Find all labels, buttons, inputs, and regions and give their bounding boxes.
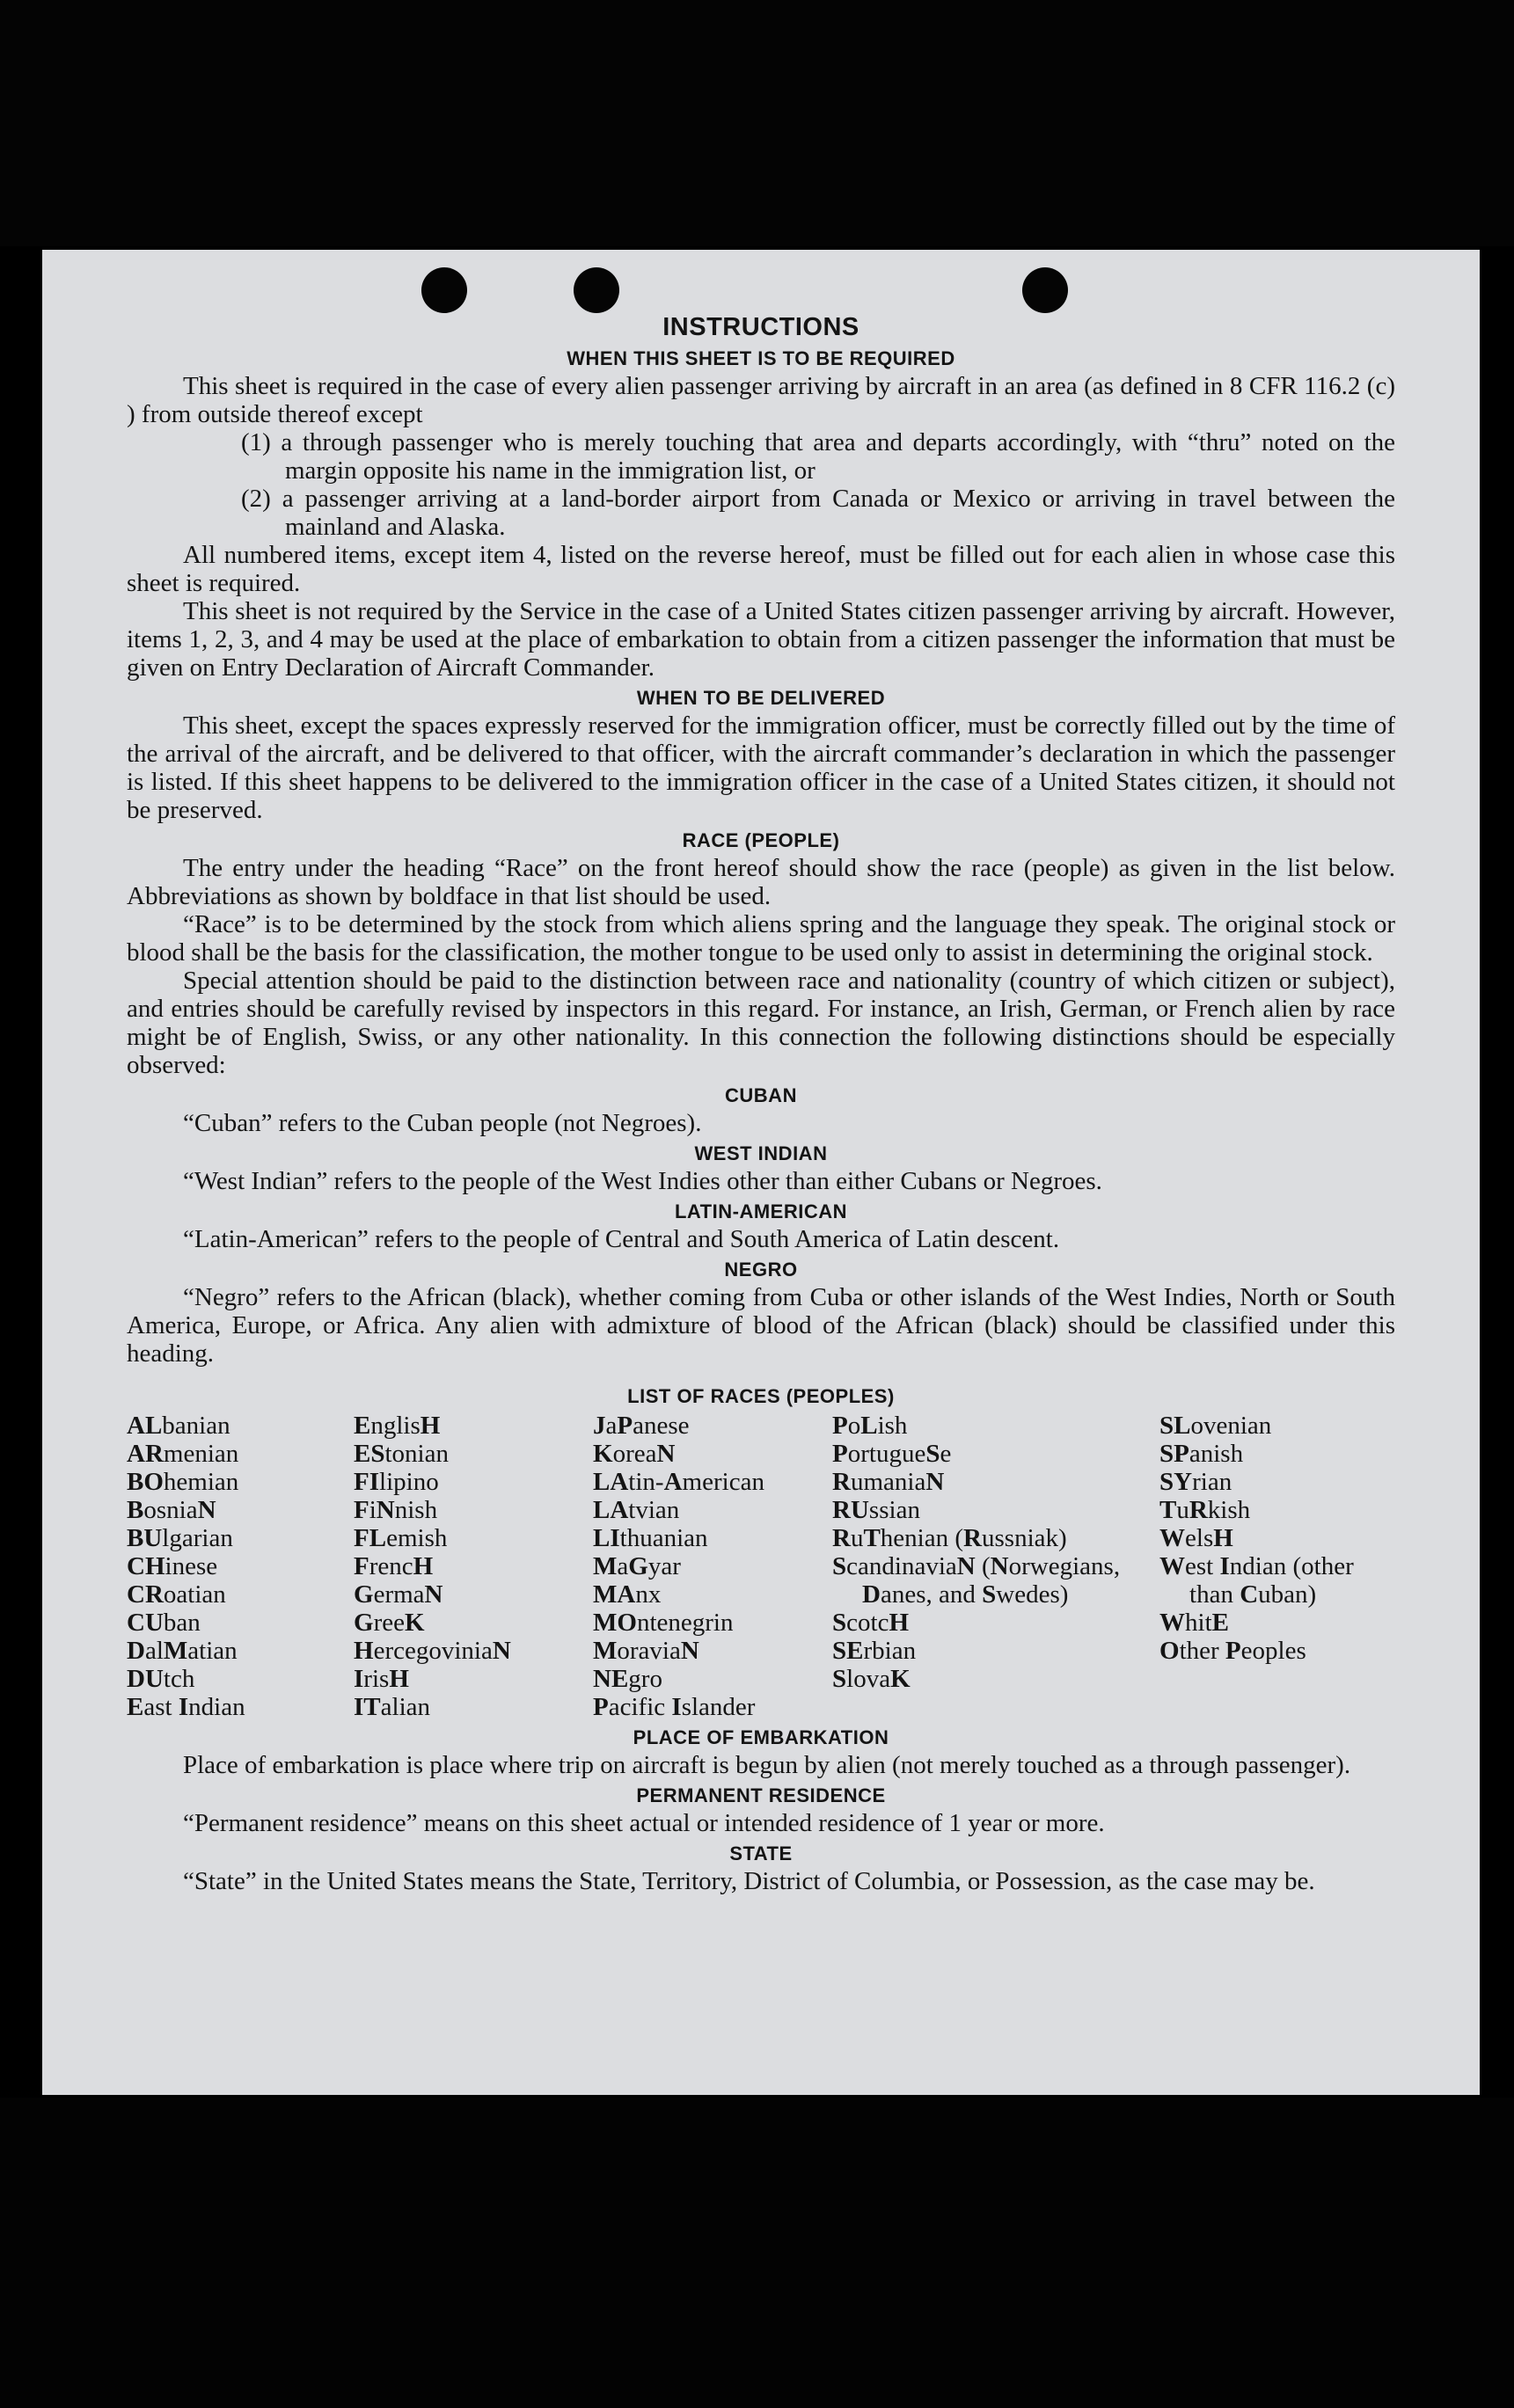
page-title: INSTRUCTIONS xyxy=(662,313,859,341)
section-heading: WHEN THIS SHEET IS TO BE REQUIRED xyxy=(567,347,955,369)
race-entry: CRoatian xyxy=(127,1580,226,1609)
race-entry: West Indian (other than Cuban) xyxy=(1159,1552,1354,1609)
race-entry: ScotcH xyxy=(832,1609,910,1637)
exception-item: (2) a passenger arriving at a land-border airport from Canada or Mexico or arriving in travel between the mainland and Alaska. xyxy=(241,485,1395,541)
race-entry: IrisH xyxy=(354,1665,409,1693)
race-entry: RUssian xyxy=(832,1496,920,1524)
section-heading: PERMANENT RESIDENCE xyxy=(636,1784,886,1806)
paragraph: This sheet is not required by the Service in the case of a United States citizen passenger arriving by aircraft. However, items 1, 2, 3, and 4 may be used at the place of embarkation to obtain from a citizen passenger the information that must be given on Entry Declaration of Aircraft Commander. xyxy=(127,597,1395,682)
punch-hole xyxy=(574,267,619,313)
paragraph: “State” in the United States means the State, Territory, District of Columbia, or Possession, as the case may be. xyxy=(183,1867,1315,1895)
race-entry: CHinese xyxy=(127,1552,218,1580)
paragraph: This sheet, except the spaces expressly reserved for the immigration officer, must be correctly filled out by the time of the arrival of the aircraft, and be delivered to that officer, with the aircraft commander’s declaration in which the passenger is listed. If this sheet happens to be delivered to the immigration officer in the case of a United States citizen, it should not be preserved. xyxy=(127,711,1395,824)
paragraph: All numbered items, except item 4, listed on the reverse hereof, must be filled out for each alien in whose case this sheet is required. xyxy=(127,541,1395,597)
paragraph: The entry under the heading “Race” on the front hereof should show the race (people) as given in the list below. Abbreviations as shown by boldface in that list should be used. xyxy=(127,854,1395,910)
races-list xyxy=(127,1412,1395,1721)
punch-hole xyxy=(1022,267,1068,313)
race-entry: EnglisH xyxy=(354,1412,441,1440)
races-column xyxy=(832,1412,1159,1721)
races-column xyxy=(1159,1412,1395,1721)
race-entry: RuThenian (Russniak) xyxy=(832,1524,1067,1552)
paragraph: Special attention should be paid to the distinction between race and nationality (country of which citizen or subject), and entries should be carefully revised by inspectors in this regard. For instance, an Irish, German, or French alien by race might be of English, Swiss, or any other nationality. In this connection the following distinctions should be especially observed: xyxy=(127,967,1395,1079)
race-entry: FLemish xyxy=(354,1524,448,1552)
race-entry: SPanish xyxy=(1159,1440,1244,1468)
scan-background-top xyxy=(0,0,1514,246)
race-entry: PoLish xyxy=(832,1412,908,1440)
punch-hole xyxy=(421,267,467,313)
race-entry: LAtvian xyxy=(593,1496,680,1524)
race-entry: CUban xyxy=(127,1609,201,1637)
race-entry: MAnx xyxy=(593,1580,662,1609)
race-entry: EStonian xyxy=(354,1440,449,1468)
race-entry: BUlgarian xyxy=(127,1524,233,1552)
paragraph: “Negro” refers to the African (black), whether coming from Cuba or other islands of the West Indies, North or South America, Europe, or Africa. Any alien with admixture of blood of the African (black) should be classified under this heading. xyxy=(127,1283,1395,1368)
paragraph: “West Indian” refers to the people of the West Indies other than either Cubans or Negroes. xyxy=(183,1167,1102,1195)
section-heading: WHEN TO BE DELIVERED xyxy=(636,687,886,709)
paragraph: This sheet is required in the case of every alien passenger arriving by aircraft in an area (as defined in 8 CFR 116.2 (c) ) from outside thereof except xyxy=(127,372,1395,428)
race-entry: LAtin-American xyxy=(593,1468,764,1496)
race-entry: WhitE xyxy=(1159,1609,1229,1637)
section-heading: RACE (PEOPLE) xyxy=(682,829,840,851)
section-heading: LATIN-AMERICAN xyxy=(674,1200,847,1222)
paragraph: “Race” is to be determined by the stock from which aliens spring and the language they speak. The original stock or blood shall be the basis for the classification, the mother tongue to be used only to assist in determining the original stock. xyxy=(127,910,1395,967)
instruction-sheet xyxy=(42,250,1480,2095)
section-heading: STATE xyxy=(729,1842,793,1864)
race-entry: MOntenegrin xyxy=(593,1609,734,1637)
race-entry: JaPanese xyxy=(593,1412,690,1440)
section-heading: PLACE OF EMBARKATION xyxy=(633,1726,889,1748)
race-entry: PortugueSe xyxy=(832,1440,952,1468)
section-heading: WEST INDIAN xyxy=(694,1142,828,1164)
paragraph: Place of embarkation is place where trip on aircraft is begun by alien (not merely touched as a through passenger). xyxy=(183,1751,1351,1779)
scan-background-bottom xyxy=(0,2098,1514,2408)
race-entry: ARmenian xyxy=(127,1440,239,1468)
race-entry: SlovaK xyxy=(832,1665,911,1693)
race-entry: FIlipino xyxy=(354,1468,439,1496)
race-entry: NEgro xyxy=(593,1665,662,1693)
race-entry: ScandinaviaN (Norwegians, Danes, and Swedes) xyxy=(832,1552,1121,1609)
race-entry: GreeK xyxy=(354,1609,425,1637)
section-heading: CUBAN xyxy=(725,1084,797,1106)
race-entry: East Indian xyxy=(127,1693,245,1721)
races-column xyxy=(593,1412,832,1721)
race-entry: ITalian xyxy=(354,1693,431,1721)
race-entry: KoreaN xyxy=(593,1440,676,1468)
race-entry: GermaN xyxy=(354,1580,443,1609)
race-entry: HercegoviniaN xyxy=(354,1637,511,1665)
race-entry: Pacific Islander xyxy=(593,1693,756,1721)
race-entry: MaGyar xyxy=(593,1552,681,1580)
race-entry: ALbanian xyxy=(127,1412,230,1440)
race-entry: TuRkish xyxy=(1159,1496,1251,1524)
race-entry: LIthuanian xyxy=(593,1524,708,1552)
exception-item: (1) a through passenger who is merely touching that area and departs accordingly, with “thru” noted on the margin opposite his name in the immigration list, or xyxy=(241,428,1395,485)
race-entry: BOhemian xyxy=(127,1468,239,1496)
race-entry: DalMatian xyxy=(127,1637,238,1665)
race-entry: FrencH xyxy=(354,1552,434,1580)
race-entry: BosniaN xyxy=(127,1496,216,1524)
races-column xyxy=(354,1412,593,1721)
race-entry: SErbian xyxy=(832,1637,917,1665)
race-entry: WelsH xyxy=(1159,1524,1233,1552)
races-list-heading: LIST OF RACES (PEOPLES) xyxy=(627,1385,895,1407)
race-entry: SYrian xyxy=(1159,1468,1232,1496)
race-entry: MoraviaN xyxy=(593,1637,699,1665)
race-entry: RumaniaN xyxy=(832,1468,945,1496)
race-entry: FiNnish xyxy=(354,1496,438,1524)
paragraph: “Permanent residence” means on this sheet actual or intended residence of 1 year or more. xyxy=(183,1809,1105,1837)
races-column xyxy=(127,1412,354,1721)
race-entry: SLovenian xyxy=(1159,1412,1272,1440)
section-heading: NEGRO xyxy=(724,1259,798,1281)
race-entry: Other Peoples xyxy=(1159,1637,1306,1665)
paragraph: “Cuban” refers to the Cuban people (not Negroes). xyxy=(183,1109,702,1137)
paragraph: “Latin-American” refers to the people of Central and South America of Latin descent. xyxy=(183,1225,1060,1253)
race-entry: DUtch xyxy=(127,1665,195,1693)
